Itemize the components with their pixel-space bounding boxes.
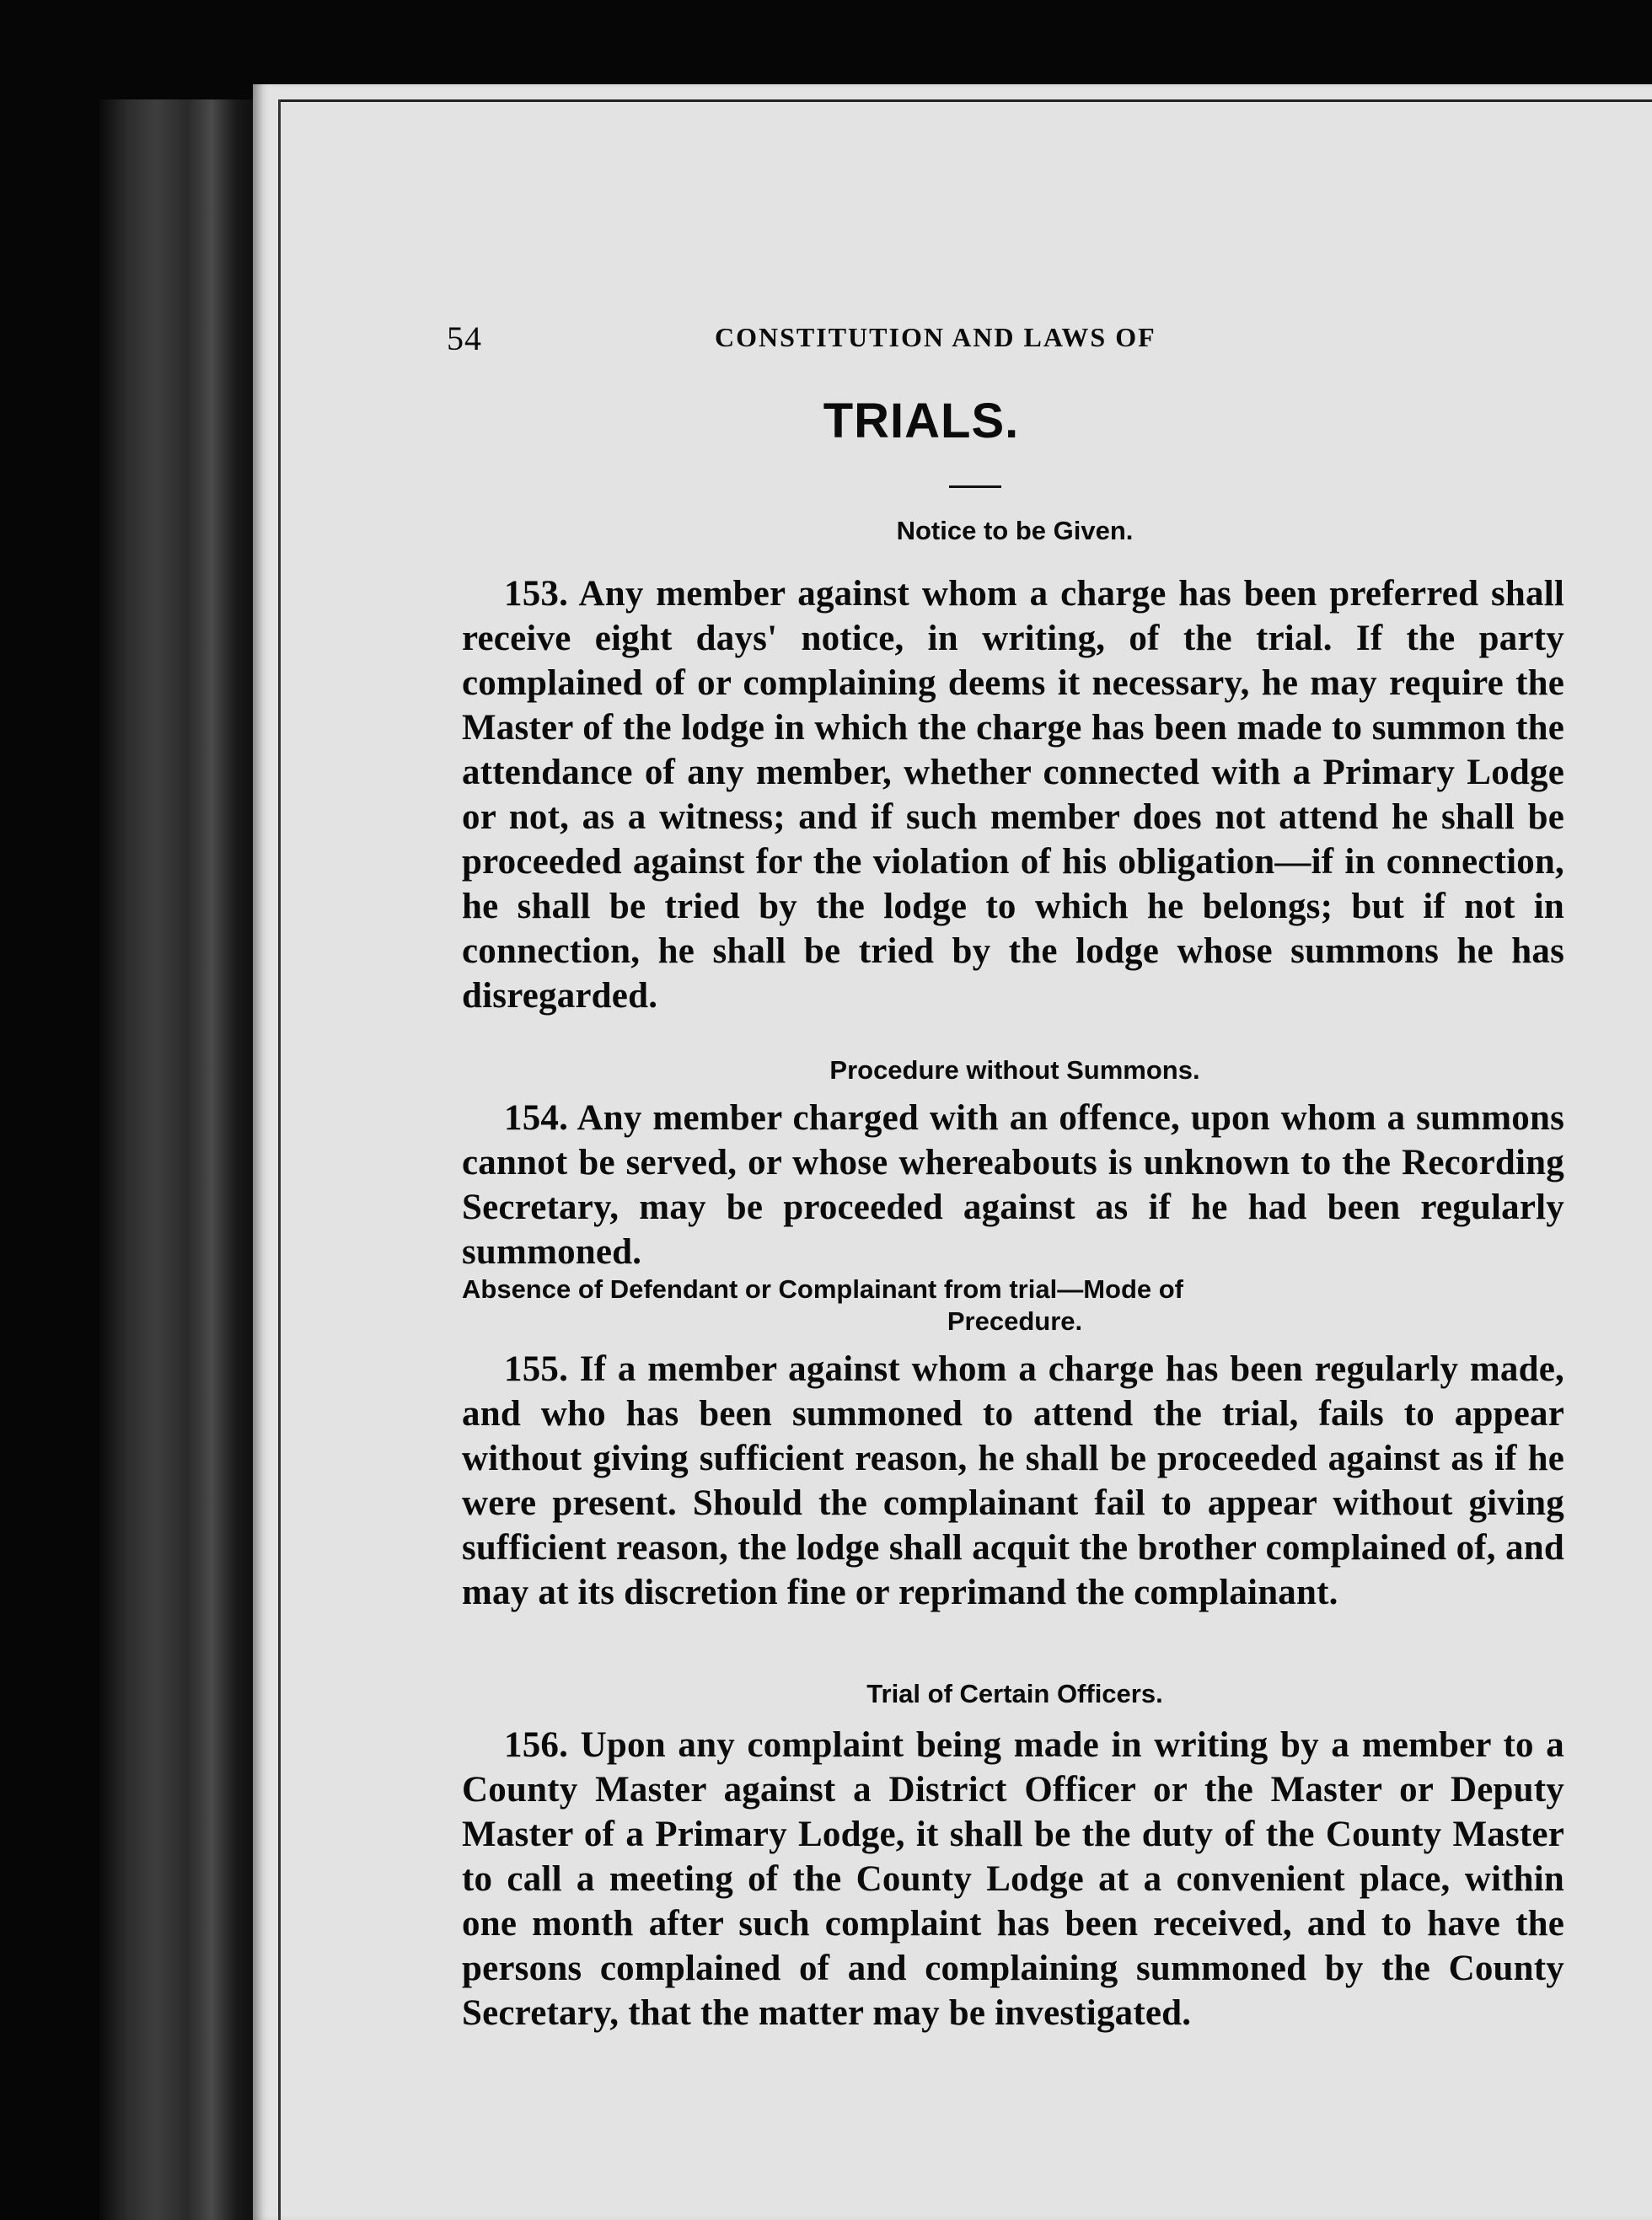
paragraph-number: 155. — [504, 1349, 569, 1389]
paragraph-155 — [462, 1347, 1564, 1615]
paragraph-text: Any member against whom a charge has been preferred shall receive eight days' notice, in writing, of the trial. If the party complained of or complaining deems it necessary, he may require the Master of the lodge in which the charge has been made to summon the attendance of any member, whether connected with a Primary Lodge or not, as a witness; and if such member does not attend he shall be proceeded against for the violation of his obligation—if in connection, he shall be tried by the lodge to which he belongs; but if not in connection, he shall be tried by the lodge whose summons he has disregarded. — [462, 574, 1565, 1016]
paragraph-156 — [462, 1723, 1564, 2035]
heading-trial-of-certain-officers: Trial of Certain Officers. — [866, 1679, 1163, 1708]
book-spine — [99, 99, 260, 2220]
heading-absence-line1: Absence of Defendant or Complainant from trial—Mode of — [462, 1274, 1183, 1304]
paragraph-154 — [462, 1096, 1564, 1274]
page-edge-top — [278, 99, 1652, 102]
paragraph-text: Upon any complaint being made in writing by a member to a County Master against a District Officer or the Master or Deputy Master of a Primary Lodge, it shall be the duty of the County Master to call a meeting of the County Lodge at a convenient place, within one month after such complaint has been received, and to have the persons complained of and complaining summoned by the County Secretary, that the matter may be investigated. — [462, 1725, 1564, 2033]
paragraph-153 — [462, 571, 1564, 1018]
paragraph-number: 153. — [504, 574, 569, 614]
heading-procedure-without-summons: Procedure without Summons. — [829, 1055, 1200, 1085]
title-rule — [949, 485, 1001, 488]
section-title: TRIALS. — [823, 394, 1020, 448]
heading-notice-to-be-given: Notice to be Given. — [896, 516, 1134, 545]
paragraph-number: 154. — [504, 1098, 569, 1138]
running-title: CONSTITUTION AND LAWS OF — [715, 322, 1156, 352]
heading-absence-line2: Precedure. — [947, 1306, 1083, 1336]
paragraph-number: 156. — [504, 1725, 569, 1765]
page-edge-left — [278, 99, 281, 2220]
paragraph-text: If a member against whom a charge has been regularly made, and who has been summoned to attend the trial, fails to appear without giving sufficient reason, he shall be proceeded against as if he were present. Should the complainant fail to appear without giving sufficient reason, the lodge shall acquit the brother complained of, and may at its discretion fine or reprimand the complainant. — [462, 1349, 1564, 1612]
running-head — [447, 319, 1568, 369]
paragraph-text: Any member charged with an offence, upon whom a summons cannot be served, or whose whereabouts is unknown to the Recording Secretary, may be proceeded against as if he had been regularly summoned. — [462, 1098, 1565, 1272]
page-number: 54 — [447, 319, 482, 357]
